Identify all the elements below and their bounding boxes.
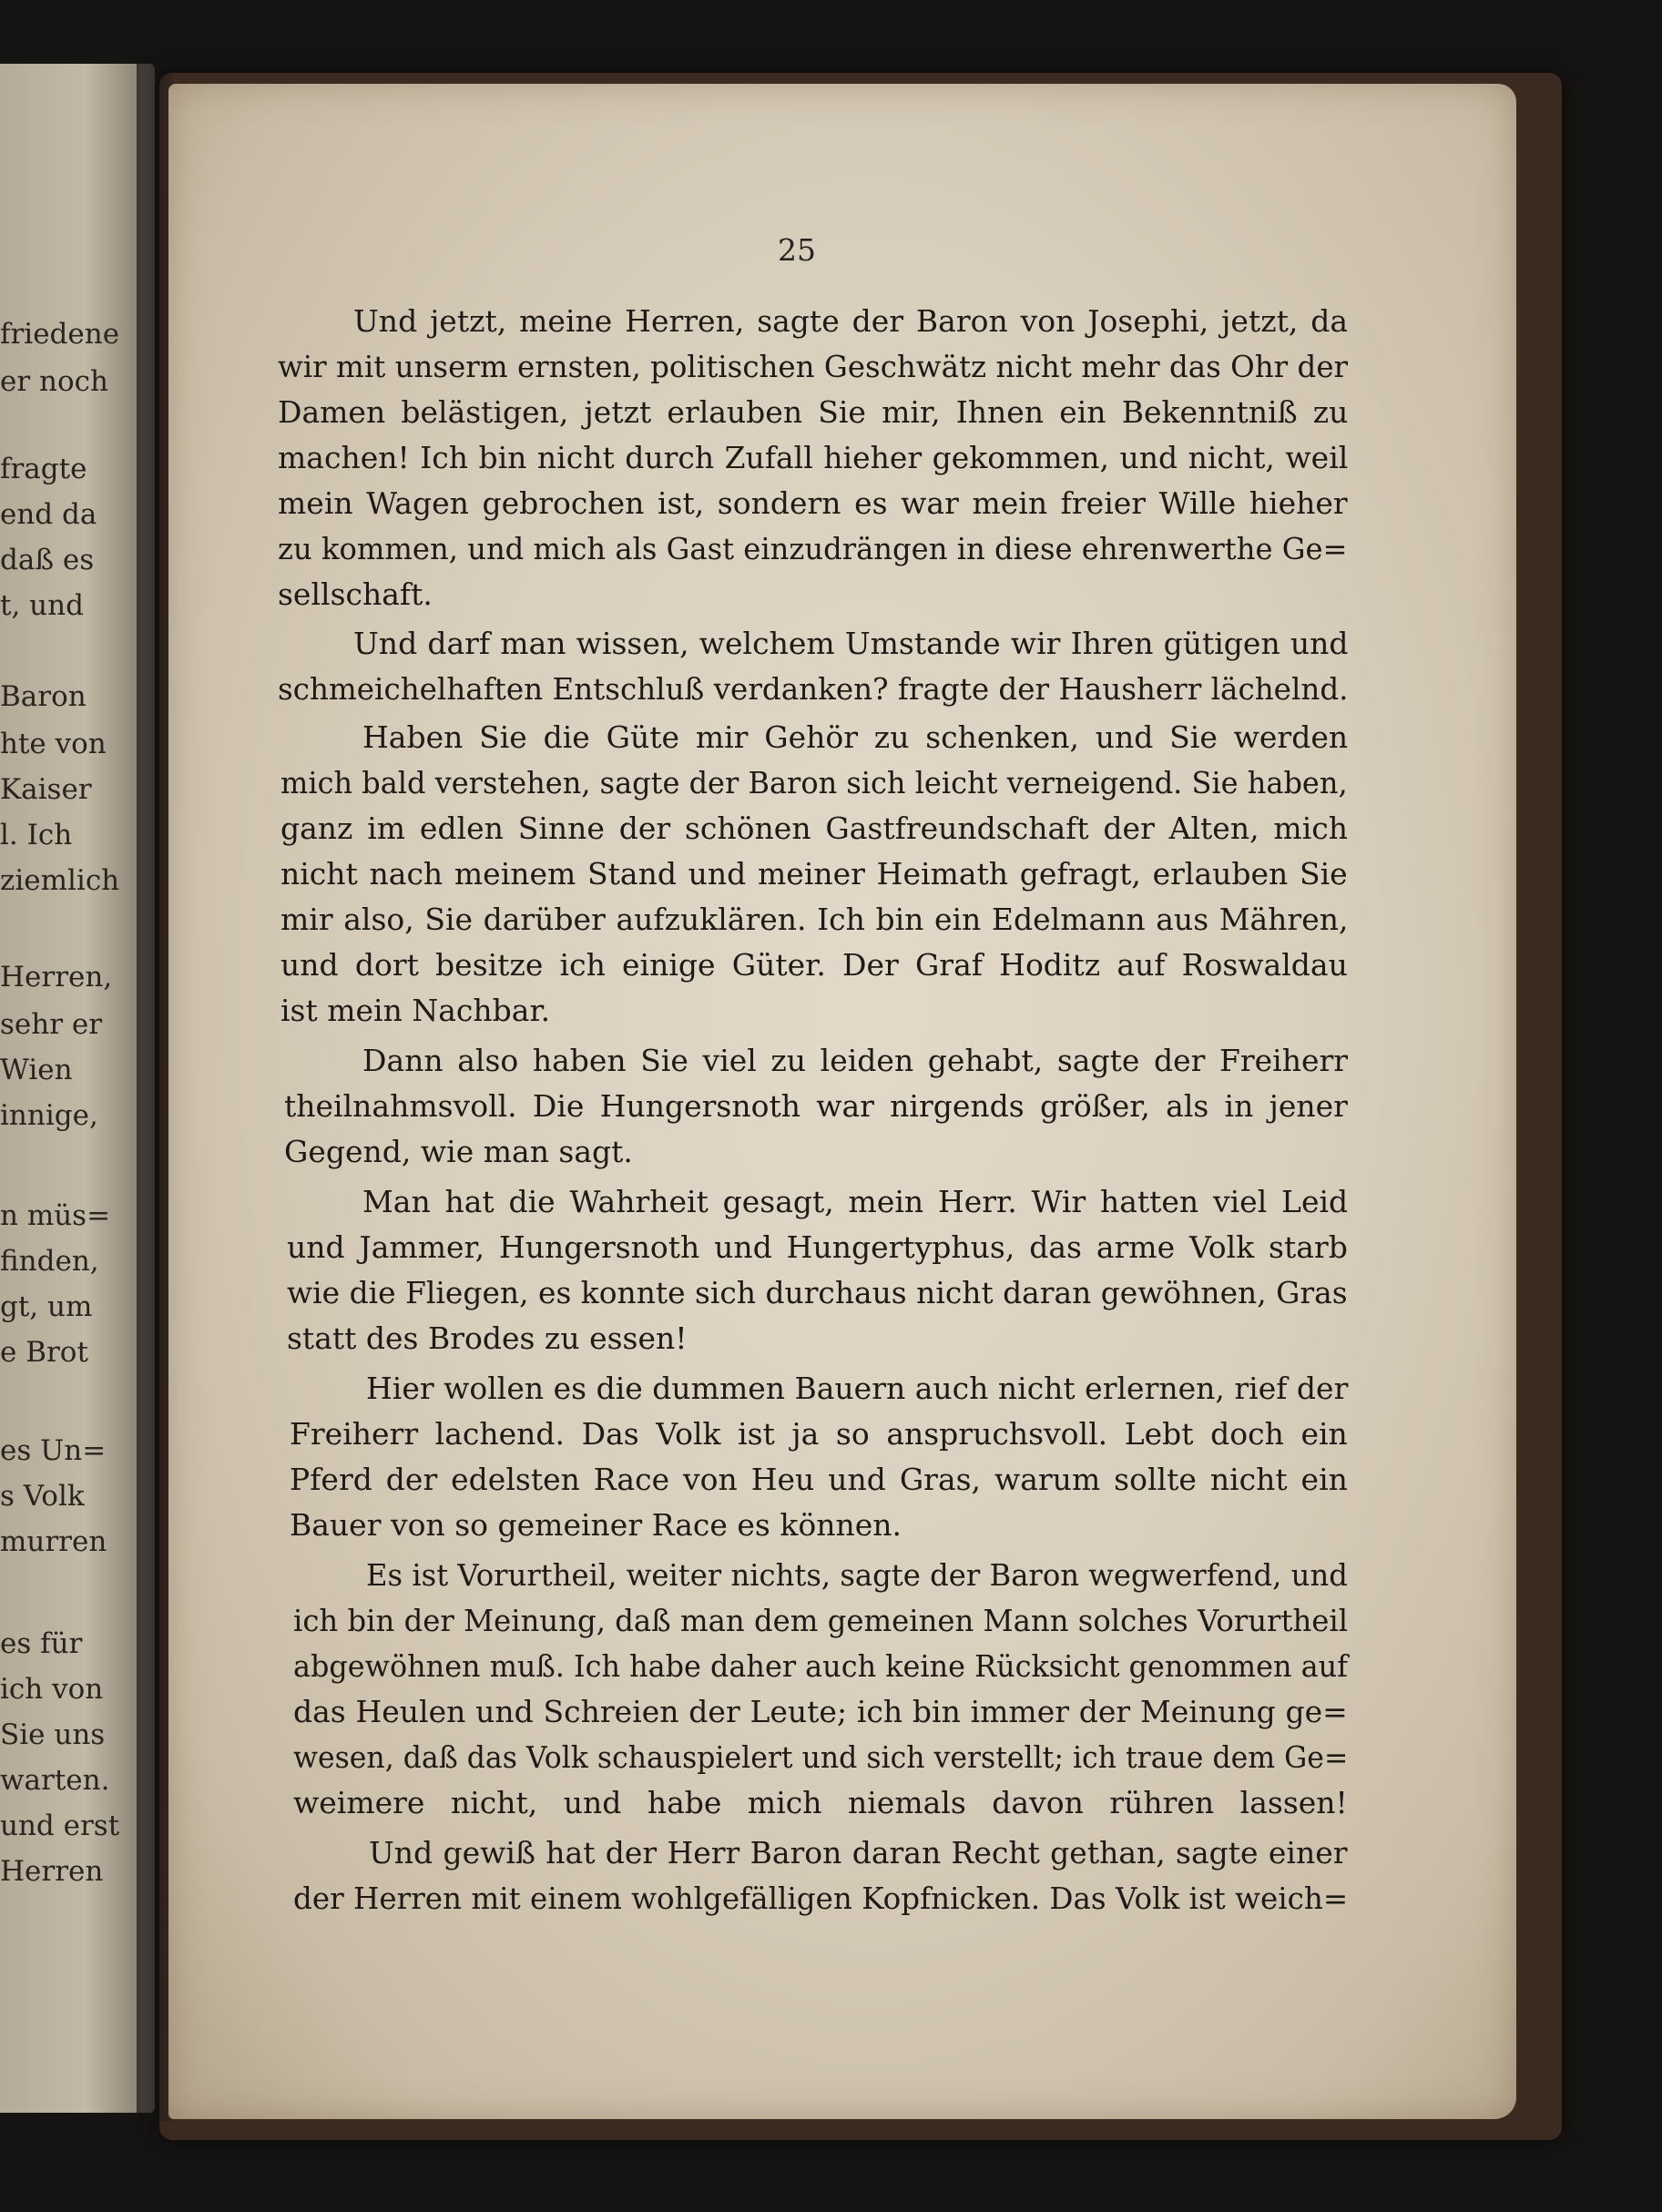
text-line: Es ist Vorurtheil, weiter nichts, sagte der Baron wegwerfend, und (366, 1557, 1348, 1593)
text-line: mein Wagen gebrochen ist, sondern es war mein freier Wille hieher (278, 485, 1348, 521)
text-line: Gegend, wie man sagt. (284, 1134, 633, 1169)
left-page-edge (0, 64, 155, 2113)
page-number: 25 (778, 232, 816, 268)
left-page-fragment: innige, (0, 1099, 98, 1132)
left-page-fragment: l. Ich (0, 819, 73, 851)
left-page-fragment: Herren, (0, 961, 113, 994)
text-line: nicht nach meinem Stand und meiner Heimath gefragt, erlauben Sie (280, 856, 1348, 892)
text-line: wesen, daß das Volk schauspielert und sich verstellt; ich traue dem Ge= (293, 1739, 1349, 1775)
left-page-fragment: fragte (0, 453, 87, 485)
text-line: ist mein Nachbar. (280, 993, 551, 1028)
left-page-fragment: Wien (0, 1054, 73, 1086)
left-page-fragment: Baron (0, 680, 87, 713)
text-line: mir also, Sie darüber aufzuklären. Ich bin ein Edelmann aus Mähren, (280, 902, 1349, 937)
text-line: Und jetzt, meine Herren, sagte der Baron von Josephi, jetzt, da (353, 303, 1349, 339)
text-line: mich bald verstehen, sagte der Baron sich leicht verneigend. Sie haben, (280, 765, 1348, 800)
left-page-fragment: hte von (0, 728, 107, 760)
left-page-fragment: warten. (0, 1764, 110, 1797)
text-line: Pferd der edelsten Race von Heu und Gras, warum sollte nicht ein (290, 1462, 1348, 1497)
left-page-fragment: er noch (0, 365, 108, 398)
text-line: Haben Sie die Güte mir Gehör zu schenken, und Sie werden (362, 719, 1349, 755)
left-page-fragment: friedene (0, 318, 120, 351)
text-line: Und gewiß hat der Herr Baron daran Recht gethan, sagte einer (369, 1835, 1348, 1871)
text-line: wir mit unserm ernsten, politischen Geschwätz nicht mehr das Ohr der (278, 349, 1349, 384)
left-page-fragment: Herren (0, 1855, 104, 1888)
left-page-fragment: es Un= (0, 1434, 107, 1467)
left-page-fragment: gt, um (0, 1290, 93, 1323)
text-line: theilnahmsvoll. Die Hungersnoth war nirgends größer, als in jener (284, 1088, 1348, 1124)
text-line: ich bin der Meinung, daß man dem gemeinen Mann solches Vorurtheil (293, 1603, 1349, 1638)
text-line: schmeichelhaften Entschluß verdanken? fragte der Hausherr lächelnd. (278, 671, 1349, 707)
left-page-fragment: ziemlich (0, 864, 120, 897)
left-page-fragment: sehr er (0, 1008, 103, 1041)
text-line: Dann also haben Sie viel zu leiden gehabt, sagte der Freiherr (362, 1043, 1349, 1078)
text-line: sellschaft. (278, 576, 433, 612)
left-page-fragment: murren (0, 1525, 107, 1558)
left-page-fragment: n müs= (0, 1199, 111, 1232)
left-page-fragment: und erst (0, 1809, 120, 1842)
text-line: Freiherr lachend. Das Volk ist ja so anspruchsvoll. Lebt doch ein (290, 1416, 1348, 1452)
text-line: Hier wollen es die dummen Bauern auch nicht erlernen, rief der (366, 1371, 1349, 1406)
left-page-fragment: ich von (0, 1673, 104, 1706)
text-line: Und darf man wissen, welchem Umstande wir Ihren gütigen und (353, 626, 1349, 661)
text-line: Man hat die Wahrheit gesagt, mein Herr. Wir hatten viel Leid (362, 1184, 1349, 1219)
text-line: Bauer von so gemeiner Race es können. (290, 1507, 902, 1543)
text-line: zu kommen, und mich als Gast einzudrängen in diese ehrenwerthe Ge= (278, 531, 1348, 566)
text-line: Damen belästigen, jetzt erlauben Sie mir, Ihnen ein Bekenntniß zu (278, 394, 1349, 430)
left-page-fragment: daß es (0, 544, 95, 576)
left-page-fragment: es für (0, 1627, 83, 1660)
text-line: abgewöhnen muß. Ich habe daher auch keine Rücksicht genommen auf (293, 1648, 1348, 1684)
text-line: das Heulen und Schreien der Leute; ich bin immer der Meinung ge= (293, 1694, 1348, 1729)
text-line: wie die Fliegen, es konnte sich durchaus nicht daran gewöhnen, Gras (287, 1275, 1348, 1310)
text-line: statt des Brodes zu essen! (287, 1320, 688, 1356)
left-page-fragment: e Brot (0, 1336, 88, 1369)
text-line: der Herren mit einem wohlgefälligen Kopfnicken. Das Volk ist weich= (293, 1881, 1349, 1916)
left-page-fragment: t, und (0, 589, 84, 622)
left-page-fragment: Sie uns (0, 1718, 106, 1751)
text-line: und Jammer, Hungersnoth und Hungertyphus, das arme Volk starb (287, 1229, 1348, 1265)
left-page-fragment: end da (0, 498, 97, 531)
text-line: ganz im edlen Sinne der schönen Gastfreundschaft der Alten, mich (280, 810, 1348, 846)
left-page-fragment: Kaiser (0, 773, 92, 806)
text-line: und dort besitze ich einige Güter. Der Graf Hoditz auf Roswaldau (280, 947, 1348, 983)
text-line: weimere nicht, und habe mich niemals davon rühren lassen! (293, 1785, 1348, 1820)
left-page-fragment: finden, (0, 1245, 99, 1278)
left-page-fragment: s Volk (0, 1480, 85, 1513)
binding-shadow (137, 55, 173, 2122)
text-line: machen! Ich bin nicht durch Zufall hieher gekommen, und nicht, weil (278, 440, 1349, 475)
